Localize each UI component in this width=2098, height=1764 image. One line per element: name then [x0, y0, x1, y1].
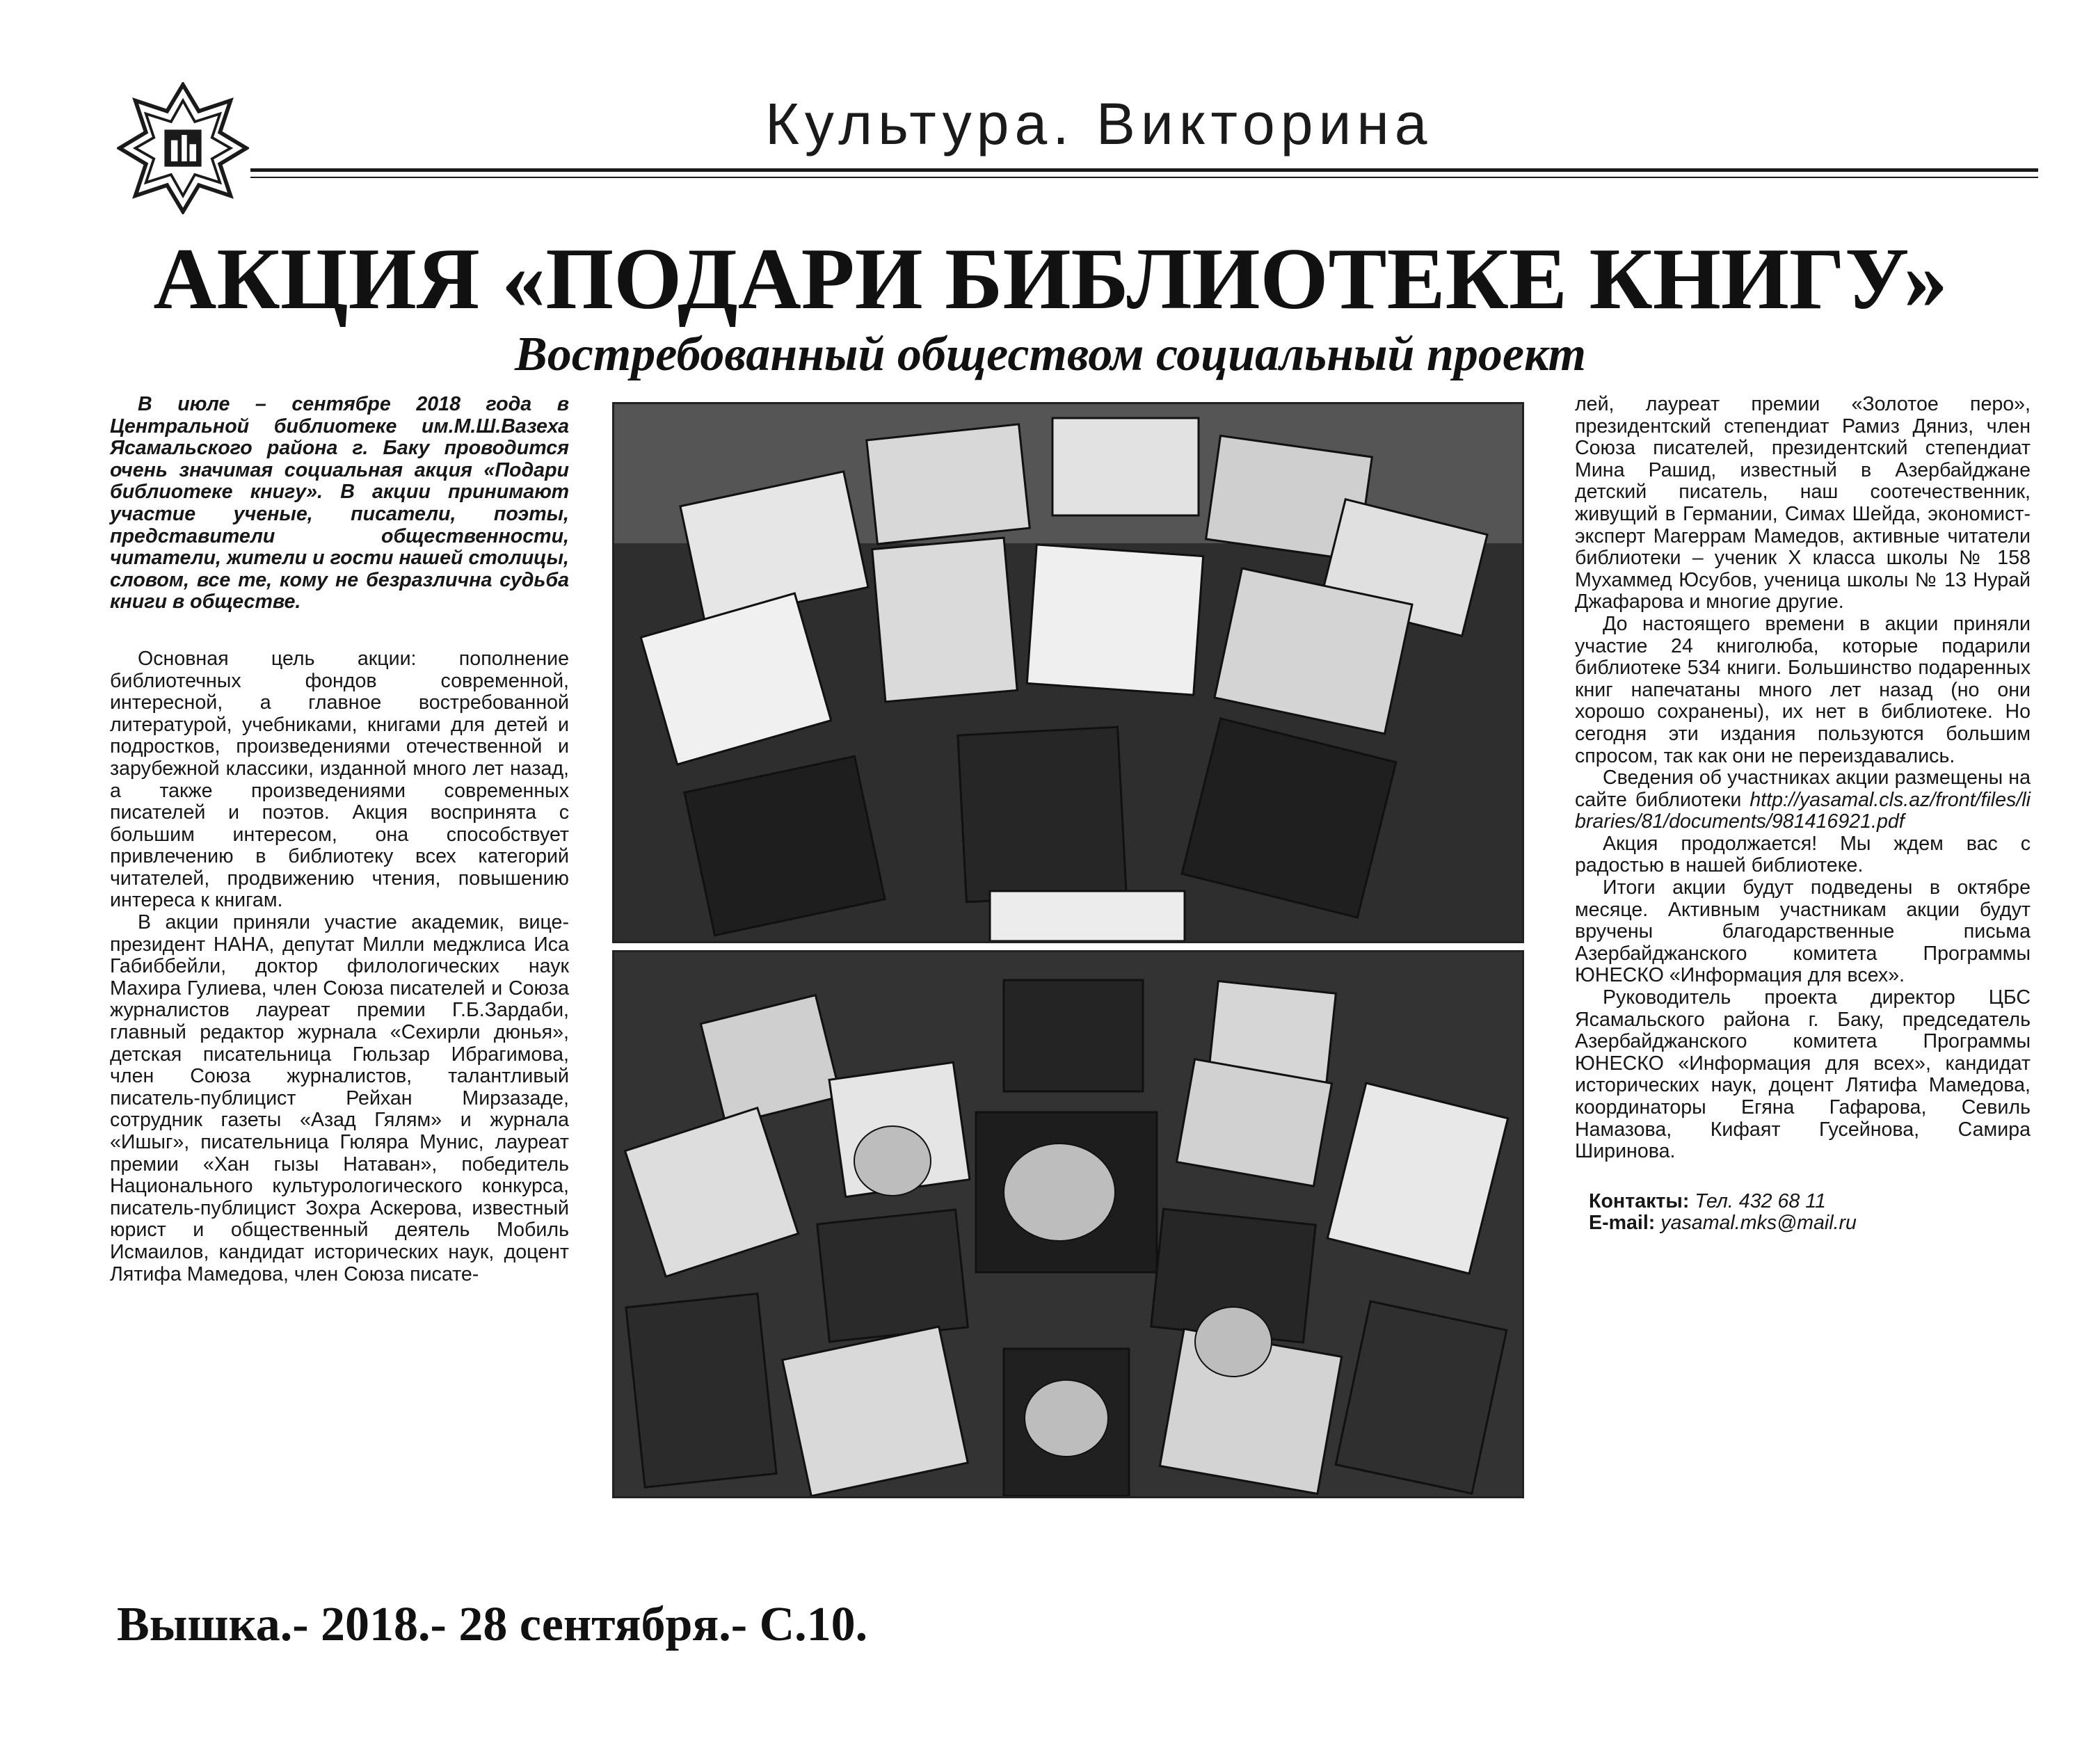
article-subheadline: Востребованный обществом социальный проект	[515, 328, 1586, 381]
paragraph-text: Сведения об участниках акции размещены на сайте библиотеки	[1575, 767, 2031, 811]
paragraph: До настоящего времени в акции приняли участие 24 книголюба, которые подарили библиотеке 534 книги. Большинство подаренных книг напечатаны много лет назад (но они хорошо сохранены), их нет в библиотеке. Но сегодня эти издания пользуются большим спросом, так как они не переиздавались.	[1575, 612, 2031, 767]
header-divider	[250, 168, 2038, 172]
section-title: Культура. Викторина	[765, 91, 1433, 157]
paragraph: В акции приняли участие академик, вице-президент НАНА, депутат Милли меджлиса Иса Габиббейли, доктор филологических наук Махира Гулиева, член Союза писателей и Союза журналистов лауреат премии Г.Б.Зардаби, главный редактор журнала «Сехирли дюнья», детская писательница Гюльзар Ибрагимова, член Союза журналистов, талантливый писатель-публицист Рейхан Мирзазаде, сотрудник газеты «Азад Гялям» и журнала «Ишыг», писательница Гюляра Мунис, лауреат премии «Хан гызы Натаван», победитель Национального культурологического конкурса, писатель-публицист Зохра Аскерова, известный юрист и общественный деятель Мобиль Исмаилов, кандидат исторических наук, доцент Лятифа Мамедова, член Союза писате-	[110, 911, 569, 1285]
right-column	[1575, 394, 2031, 1493]
books-photo-bottom	[612, 950, 1524, 1498]
paragraph: лей, лауреат премии «Золотое перо», президентский степендиат Рамиз Дяниз, член Союза писателей, президентский степендиат Мина Рашид, известный в Азербайджане детский писатель, наш соотечественник, живущий в Германии, Симах Шейда, экономист-эксперт Магеррам Мамедов, активные читатели библиотеки – ученик X класса школы № 158 Мухаммед Юсубов, ученица школы № 13 Нурай Джафарова и многие другие.	[1575, 393, 2031, 614]
article-lead: В июле – сентябре 2018 года в Центральной библиотеке им.М.Ш.Вазеха Ясамальского района г. Баку проводится очень значимая социальная акция «Подари библиотеке книгу». В акции принимают участие ученые, писатели, поэты, представители общественности, читатели, жители и гости нашей столицы, словом, все те, кому не безразлична судьба книги в обществе.	[110, 393, 569, 614]
phone-label: Контакты:	[1589, 1189, 1690, 1212]
paragraph: Итоги акции будут подведены в октябре месяце. Активным участникам акции будут вручены благодарственные письма Азербайджанского комитета Программы ЮНЕСКО «Информация для всех».	[1575, 876, 2031, 987]
email-address[interactable]: yasamal.mks@mail.ru	[1660, 1212, 1857, 1235]
header-divider-thin	[250, 177, 2038, 178]
citation: Вышка.- 2018.- 28 сентября.- С.10.	[117, 1598, 868, 1651]
paragraph: Руководитель проекта директор ЦБС Ясамальского района г. Баку, председатель Азербайджанского комитета Программы ЮНЕСКО «Информация для всех», кандидат исторических наук, доцент Лятифа Мамедова, координаторы Егяна Гафарова, Севиль Намазова, Кифаят Гусейнова, Самира Ширинова.	[1575, 986, 2031, 1163]
article-headline: АКЦИЯ «ПОДАРИ БИБЛИОТЕКЕ КНИГУ»	[153, 231, 1948, 328]
left-column	[110, 394, 569, 1493]
phone-number: Тел. 432 68 11	[1695, 1189, 1826, 1212]
email-label: E-mail:	[1589, 1212, 1656, 1235]
contacts-email	[1575, 1212, 2031, 1235]
contacts-phone	[1575, 1191, 2031, 1213]
paragraph: Основная цель акции: пополнение библиотечных фондов современной, интересной, а главное востребованной литературой, учебниками, книгами для детей и подростков, произведениями отечественной и зарубежной классики, изданной много лет назад, а также произведениями современных писателей и поэтов. Акция воспринята с большим интересом, она способствует привлечению в библиотеку всех категорий читателей, продвижению чтения, повышению интереса к книгам.	[110, 647, 569, 912]
paragraph	[1575, 767, 2031, 833]
books-photo-top	[612, 402, 1524, 943]
star-emblem-icon	[117, 82, 249, 214]
paragraph: Акция продолжается! Мы ждем вас с радостью в нашей библиотеке.	[1575, 832, 2031, 877]
library-link[interactable]: http://yasamal.cls.az/front/files/libraries/81/documents/981416921.pdf	[1575, 788, 2031, 833]
